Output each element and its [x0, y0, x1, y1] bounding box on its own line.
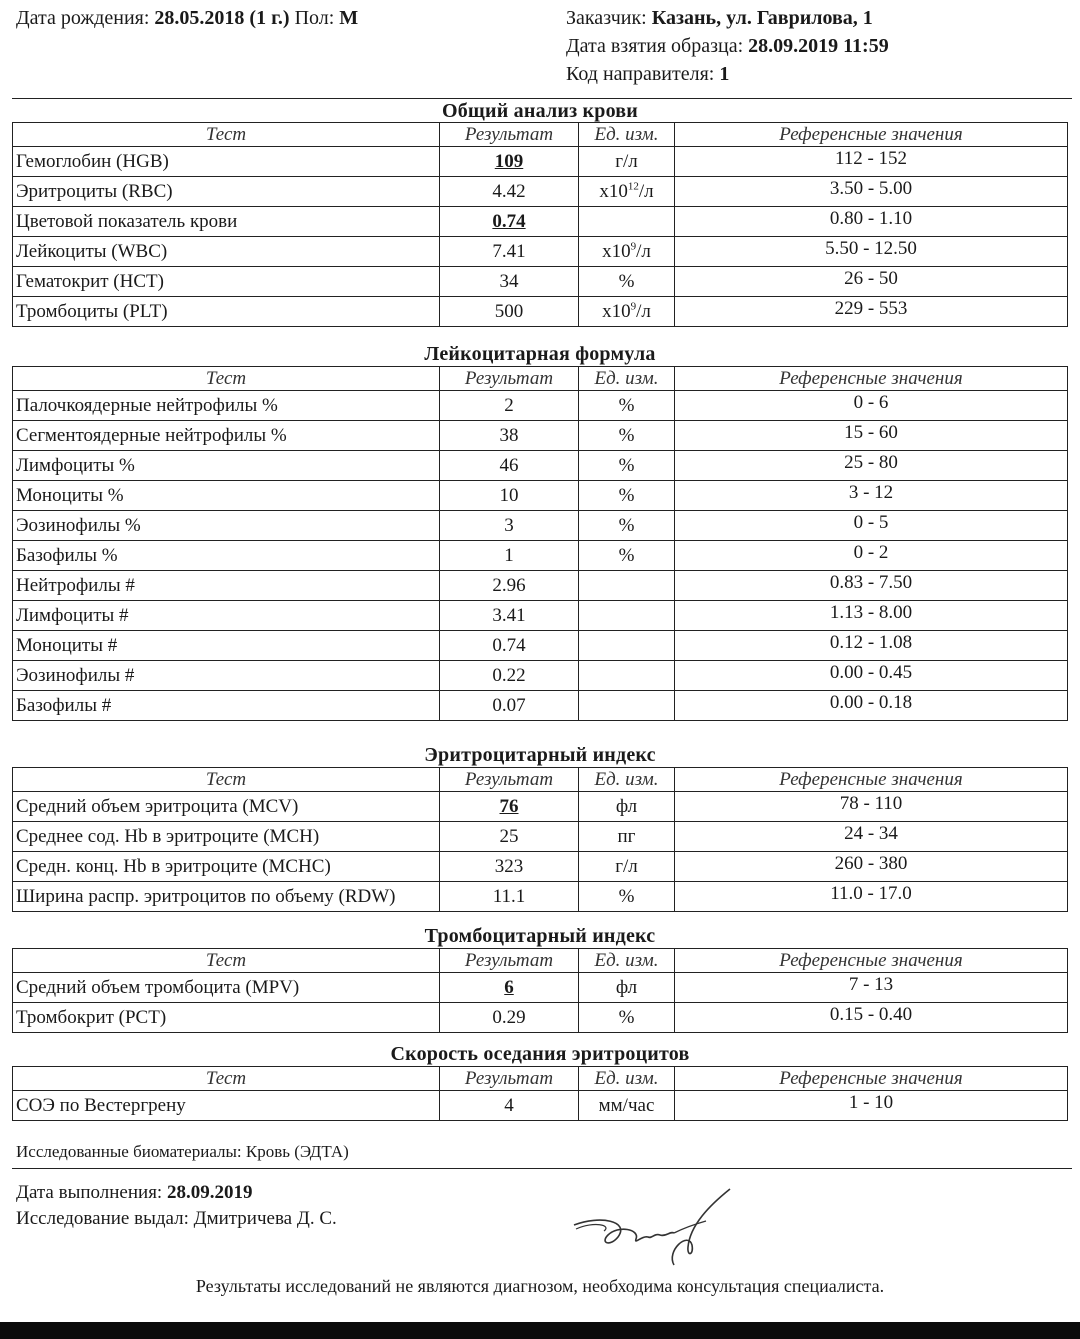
table-row [13, 822, 1068, 852]
customer-value: Казань, ул. Гаврилова, 1 [651, 7, 873, 29]
result-value [440, 1091, 579, 1121]
section-title-leukocyte-formula: Лейкоцитарная формула [424, 343, 656, 365]
column-header-ref: Референсные значения [675, 123, 1068, 147]
table-row [13, 177, 1068, 207]
unit-exponent: 12 [627, 180, 639, 193]
result-text: 2 [504, 394, 514, 416]
footer-divider [12, 1168, 1072, 1169]
result-text: 10 [499, 484, 519, 506]
table-row [13, 207, 1068, 237]
unit-text: фл [615, 976, 638, 998]
referrer-label: Код направителя: [566, 63, 715, 85]
column-header-unit: Ед. изм. [579, 367, 675, 391]
unit-value [579, 571, 675, 601]
test-name: Лимфоциты # [13, 601, 440, 631]
test-name: Эозинофилы # [13, 661, 440, 691]
section-title-platelet-index: Тромбоцитарный индекс [424, 925, 656, 947]
reference-range: 78 - 110 [675, 792, 1068, 822]
header-divider [12, 98, 1072, 99]
section-title-erythrocyte-index: Эритроцитарный индекс [424, 744, 656, 766]
unit-value [579, 822, 675, 852]
reference-range: 1 - 10 [675, 1091, 1068, 1121]
platelet-index-table [12, 948, 1068, 1033]
test-name: Тромбоциты (PLT) [13, 297, 440, 327]
unit-value [579, 237, 675, 267]
table-header-row [13, 768, 1068, 792]
column-header-unit: Ед. изм. [579, 123, 675, 147]
reference-range: 229 - 553 [675, 297, 1068, 327]
done-value: 28.09.2019 [166, 1182, 253, 1203]
test-name: Цветовой показатель крови [13, 207, 440, 237]
result-text: 4 [504, 1094, 514, 1116]
unit-text: % [618, 1006, 635, 1028]
execution-info [16, 1180, 337, 1232]
result-value-abnormal [440, 147, 579, 177]
result-text: 0.07 [492, 694, 526, 716]
test-name: Лимфоциты % [13, 451, 440, 481]
column-header-result: Результат [440, 123, 579, 147]
result-value [440, 237, 579, 267]
section-title-cbc: Общий анализ крови [441, 100, 639, 122]
sample-date-label: Дата взятия образца: [566, 35, 744, 57]
table-row [13, 297, 1068, 327]
reference-range: 0.80 - 1.10 [675, 207, 1068, 237]
sex-label: Пол: [294, 7, 335, 29]
reference-range: 15 - 60 [675, 421, 1068, 451]
column-header-unit: Ед. изм. [579, 768, 675, 792]
erythrocyte-index-table [12, 767, 1068, 912]
result-value [440, 691, 579, 721]
result-value [440, 267, 579, 297]
test-name: Базофилы % [13, 541, 440, 571]
table-row [13, 237, 1068, 267]
unit-tail: /л [638, 180, 654, 202]
bottom-bar [0, 1322, 1080, 1339]
table-row [13, 631, 1068, 661]
reference-range: 5.50 - 12.50 [675, 237, 1068, 267]
result-text: 38 [499, 424, 519, 446]
referrer-value: 1 [719, 63, 730, 85]
unit-value [579, 973, 675, 1003]
result-text: 3.41 [492, 604, 526, 626]
table-row [13, 792, 1068, 822]
test-name: Средн. конц. Hb в эритроците (MCHC) [13, 852, 440, 882]
unit-value [579, 481, 675, 511]
test-name: Сегментоядерные нейтрофилы % [13, 421, 440, 451]
result-text: 25 [499, 825, 519, 847]
reference-range: 7 - 13 [675, 973, 1068, 1003]
unit-tail: /л [636, 300, 651, 322]
column-header-ref: Референсные значения [675, 768, 1068, 792]
customer-label: Заказчик: [566, 7, 647, 29]
birth-label: Дата рождения: [16, 7, 150, 29]
test-name: Лейкоциты (WBC) [13, 237, 440, 267]
result-text: 0.74 [492, 634, 526, 656]
esr-table [12, 1066, 1068, 1121]
table-row [13, 882, 1068, 912]
unit-text: % [618, 454, 635, 476]
result-text: 0.74 [492, 210, 526, 232]
result-value [440, 177, 579, 207]
result-value [440, 541, 579, 571]
result-text: 46 [499, 454, 519, 476]
unit-value [579, 792, 675, 822]
test-name: Эозинофилы % [13, 511, 440, 541]
table-row [13, 852, 1068, 882]
unit-text: x10 [602, 240, 631, 262]
unit-value [579, 541, 675, 571]
column-header-unit: Ед. изм. [579, 1067, 675, 1091]
unit-text: пг [617, 825, 636, 847]
unit-value [579, 1091, 675, 1121]
result-value [440, 661, 579, 691]
table-row [13, 571, 1068, 601]
reference-range: 11.0 - 17.0 [675, 882, 1068, 912]
table-row [13, 391, 1068, 421]
unit-value [579, 691, 675, 721]
result-text: 109 [494, 150, 524, 172]
unit-text: x10 [599, 180, 628, 202]
table-row [13, 1091, 1068, 1121]
patient-info [16, 4, 358, 32]
result-value [440, 852, 579, 882]
result-text: 76 [499, 795, 519, 817]
unit-value [579, 421, 675, 451]
result-value-abnormal [440, 792, 579, 822]
result-value [440, 481, 579, 511]
unit-value [579, 601, 675, 631]
reference-range: 112 - 152 [675, 147, 1068, 177]
result-text: 2.96 [492, 574, 526, 596]
result-text: 6 [504, 976, 514, 998]
unit-value [579, 297, 675, 327]
table-row [13, 451, 1068, 481]
test-name: Палочкоядерные нейтрофилы % [13, 391, 440, 421]
test-name: СОЭ по Вестергрену [13, 1091, 440, 1121]
table-row [13, 267, 1068, 297]
test-name: Средний объем эритроцита (MCV) [13, 792, 440, 822]
unit-text: % [618, 484, 635, 506]
result-text: 323 [494, 855, 524, 877]
issued-by: Исследование выдал: Дмитричева Д. С. [16, 1208, 337, 1229]
leukocyte-formula-table [12, 366, 1068, 721]
unit-value [579, 631, 675, 661]
result-value [440, 882, 579, 912]
reference-range: 0.00 - 0.18 [675, 691, 1068, 721]
column-header-result: Результат [440, 1067, 579, 1091]
result-text: 0.22 [492, 664, 526, 686]
reference-range: 3.50 - 5.00 [675, 177, 1068, 207]
reference-range: 1.13 - 8.00 [675, 601, 1068, 631]
section-title-esr: Скорость оседания эритроцитов [390, 1043, 690, 1065]
test-name: Эритроциты (RBC) [13, 177, 440, 207]
biomaterial-text: Исследованные биоматериалы: Кровь (ЭДТА) [16, 1142, 349, 1161]
unit-value [579, 661, 675, 691]
unit-value [579, 882, 675, 912]
unit-text: % [618, 270, 635, 292]
column-header-test: Тест [13, 123, 440, 147]
sex-value: М [339, 7, 359, 29]
reference-range: 24 - 34 [675, 822, 1068, 852]
table-row [13, 147, 1068, 177]
reference-range: 0 - 5 [675, 511, 1068, 541]
result-text: 3 [504, 514, 514, 536]
test-name: Моноциты % [13, 481, 440, 511]
column-header-ref: Референсные значения [675, 1067, 1068, 1091]
unit-exponent: 9 [630, 240, 637, 253]
unit-value [579, 852, 675, 882]
table-row [13, 421, 1068, 451]
reference-range: 0.15 - 0.40 [675, 1003, 1068, 1033]
column-header-result: Результат [440, 768, 579, 792]
unit-value [579, 207, 675, 237]
reference-range: 0 - 2 [675, 541, 1068, 571]
table-header-row [13, 367, 1068, 391]
reference-range: 0 - 6 [675, 391, 1068, 421]
column-header-result: Результат [440, 949, 579, 973]
result-value [440, 1003, 579, 1033]
result-value [440, 571, 579, 601]
unit-text: % [618, 514, 635, 536]
unit-text: % [618, 424, 635, 446]
test-name: Ширина распр. эритроцитов по объему (RDW) [13, 882, 440, 912]
column-header-unit: Ед. изм. [579, 949, 675, 973]
result-value [440, 601, 579, 631]
result-value [440, 297, 579, 327]
reference-range: 0.12 - 1.08 [675, 631, 1068, 661]
unit-value [579, 511, 675, 541]
table-header-row [13, 123, 1068, 147]
result-value [440, 511, 579, 541]
unit-text: x10 [602, 300, 631, 322]
unit-text: % [618, 885, 635, 907]
table-row [13, 511, 1068, 541]
result-value [440, 391, 579, 421]
table-header-row [13, 1067, 1068, 1091]
sample-date-value: 28.09.2019 11:59 [748, 35, 889, 57]
reference-range: 0.00 - 0.45 [675, 661, 1068, 691]
test-name: Гематокрит (HCT) [13, 267, 440, 297]
column-header-test: Тест [13, 768, 440, 792]
table-row [13, 481, 1068, 511]
reference-range: 25 - 80 [675, 451, 1068, 481]
reference-range: 26 - 50 [675, 267, 1068, 297]
result-text: 4.42 [492, 180, 526, 202]
table-row [13, 973, 1068, 1003]
result-text: 0.29 [492, 1006, 526, 1028]
reference-range: 260 - 380 [675, 852, 1068, 882]
test-name: Средний объем тромбоцита (MPV) [13, 973, 440, 1003]
result-text: 34 [499, 270, 519, 292]
birth-value: 28.05.2018 (1 г.) [154, 7, 290, 29]
cbc-table [12, 122, 1068, 327]
column-header-ref: Референсные значения [675, 367, 1068, 391]
result-value [440, 822, 579, 852]
disclaimer-note: Результаты исследований не являются диагнозом, необходима консультация специалиста. [195, 1276, 885, 1296]
unit-tail: /л [636, 240, 651, 262]
unit-value [579, 451, 675, 481]
column-header-test: Тест [13, 1067, 440, 1091]
test-name: Гемоглобин (HGB) [13, 147, 440, 177]
test-name: Базофилы # [13, 691, 440, 721]
table-row [13, 661, 1068, 691]
unit-value [579, 391, 675, 421]
test-name: Тромбокрит (PCT) [13, 1003, 440, 1033]
table-row [13, 541, 1068, 571]
unit-value [579, 147, 675, 177]
column-header-ref: Референсные значения [675, 949, 1068, 973]
done-label: Дата выполнения: [16, 1182, 163, 1203]
test-name: Среднее сод. Hb в эритроците (MCH) [13, 822, 440, 852]
result-text: 1 [504, 544, 514, 566]
unit-text: % [618, 544, 635, 566]
result-value [440, 631, 579, 661]
column-header-test: Тест [13, 949, 440, 973]
test-name: Моноциты # [13, 631, 440, 661]
reference-range: 3 - 12 [675, 481, 1068, 511]
table-row [13, 601, 1068, 631]
result-value [440, 421, 579, 451]
order-info [566, 4, 889, 88]
result-value [440, 451, 579, 481]
reference-range: 0.83 - 7.50 [675, 571, 1068, 601]
result-value-abnormal [440, 207, 579, 237]
result-text: 7.41 [492, 240, 526, 262]
unit-text: г/л [615, 855, 638, 877]
unit-exponent: 9 [630, 300, 637, 313]
unit-value [579, 1003, 675, 1033]
result-text: 500 [494, 300, 524, 322]
unit-text: % [618, 394, 635, 416]
test-name: Нейтрофилы # [13, 571, 440, 601]
unit-text: г/л [615, 150, 638, 172]
column-header-result: Результат [440, 367, 579, 391]
signature-image [570, 1185, 740, 1275]
table-row [13, 1003, 1068, 1033]
unit-value [579, 177, 675, 207]
table-header-row [13, 949, 1068, 973]
unit-text: фл [615, 795, 638, 817]
result-value-abnormal [440, 973, 579, 1003]
table-row [13, 691, 1068, 721]
unit-text: мм/час [598, 1094, 655, 1116]
column-header-test: Тест [13, 367, 440, 391]
result-text: 11.1 [492, 885, 526, 907]
unit-value [579, 267, 675, 297]
